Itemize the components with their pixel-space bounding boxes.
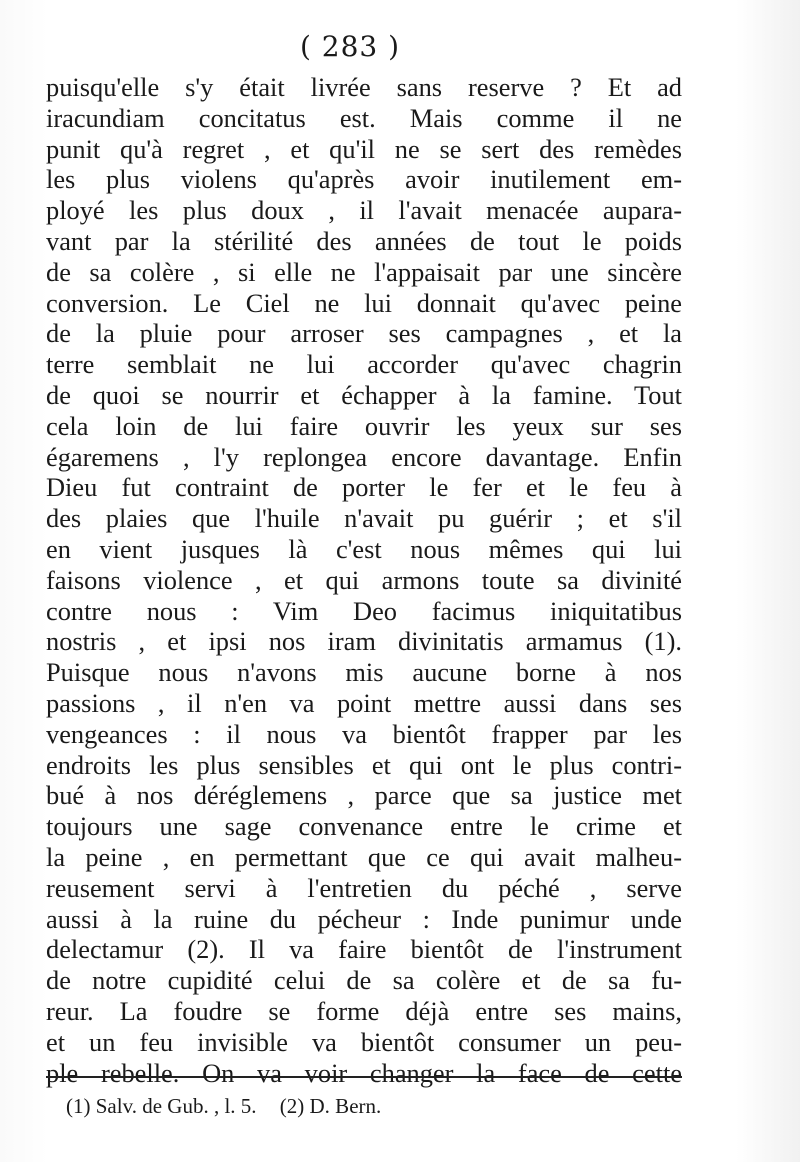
text-line: punit qu'à regret , et qu'il ne se sert des remèdes [46,133,682,164]
text-line: iracundiam concitatus est. Mais comme il ne [46,102,682,133]
text-line: et un feu invisible va bientôt consumer un peu- [46,1026,682,1057]
text-line: endroits les plus sensibles et qui ont le plus contri- [46,749,682,780]
text-line: Dieu fut contraint de porter le fer et le feu à [46,472,682,503]
text-line: aussi à la ruine du pécheur : Inde punimur unde [46,903,682,934]
text-line: ployé les plus doux , il l'avait menacée aupara- [46,195,682,226]
text-line: bué à nos déréglemens , parce que sa justice met [46,780,682,811]
text-line: des plaies que l'huile n'avait pu guérir ; et s'il [46,503,682,534]
text-line: passions , il n'en va point mettre aussi dans ses [46,687,682,718]
text-line: reur. La foudre se forme déjà entre ses mains, [46,995,682,1026]
body-text [46,72,682,1088]
text-line: terre semblait ne lui accorder qu'avec chagrin [46,349,682,380]
text-line: de la pluie pour arroser ses campagnes , et la [46,318,682,349]
text-line: les plus violens qu'après avoir inutilement em- [46,164,682,195]
text-line: de quoi se nourrir et échapper à la famine. Tout [46,379,682,410]
text-line: de notre cupidité celui de sa colère et de sa fu- [46,965,682,996]
text-line: conversion. Le Ciel ne lui donnait qu'avec peine [46,287,682,318]
text-line: égaremens , l'y replongea encore davantage. Enfin [46,441,682,472]
text-line: nostris , et ipsi nos iram divinitatis armamus (1). [46,626,682,657]
footnote-1: (1) Salv. de Gub. , l. 5. [66,1094,257,1118]
text-line: la peine , en permettant que ce qui avait malheu- [46,841,682,872]
text-line: cela loin de lui faire ouvrir les yeux sur ses [46,410,682,441]
text-line: faisons violence , et qui armons toute sa divinité [46,564,682,595]
text-line: contre nous : Vim Deo facimus iniquitatibus [46,595,682,626]
text-line: de sa colère , si elle ne l'appaisait par une sincère [46,256,682,287]
text-line: vant par la stérilité des années de tout le poids [46,225,682,256]
page-number: ( 283 ) [299,30,401,63]
text-line: Puisque nous n'avons mis aucune borne à nos [46,657,682,688]
footnotes [66,1094,399,1119]
text-line: ple rebelle. On va voir changer la face de cette [46,1057,682,1088]
text-line: vengeances : il nous va bientôt frapper par les [46,718,682,749]
text-line: delectamur (2). Il va faire bientôt de l'instrument [46,934,682,965]
text-line: en vient jusques là c'est nous mêmes qui lui [46,533,682,564]
text-line: puisqu'elle s'y était livrée sans reserve ? Et ad [46,72,682,102]
footnote-divider [46,1076,682,1078]
footnote-2: (2) D. Bern. [279,1094,382,1118]
text-line: toujours une sage convenance entre le crime et [46,811,682,842]
text-line: reusement servi à l'entretien du péché , serve [46,872,682,903]
